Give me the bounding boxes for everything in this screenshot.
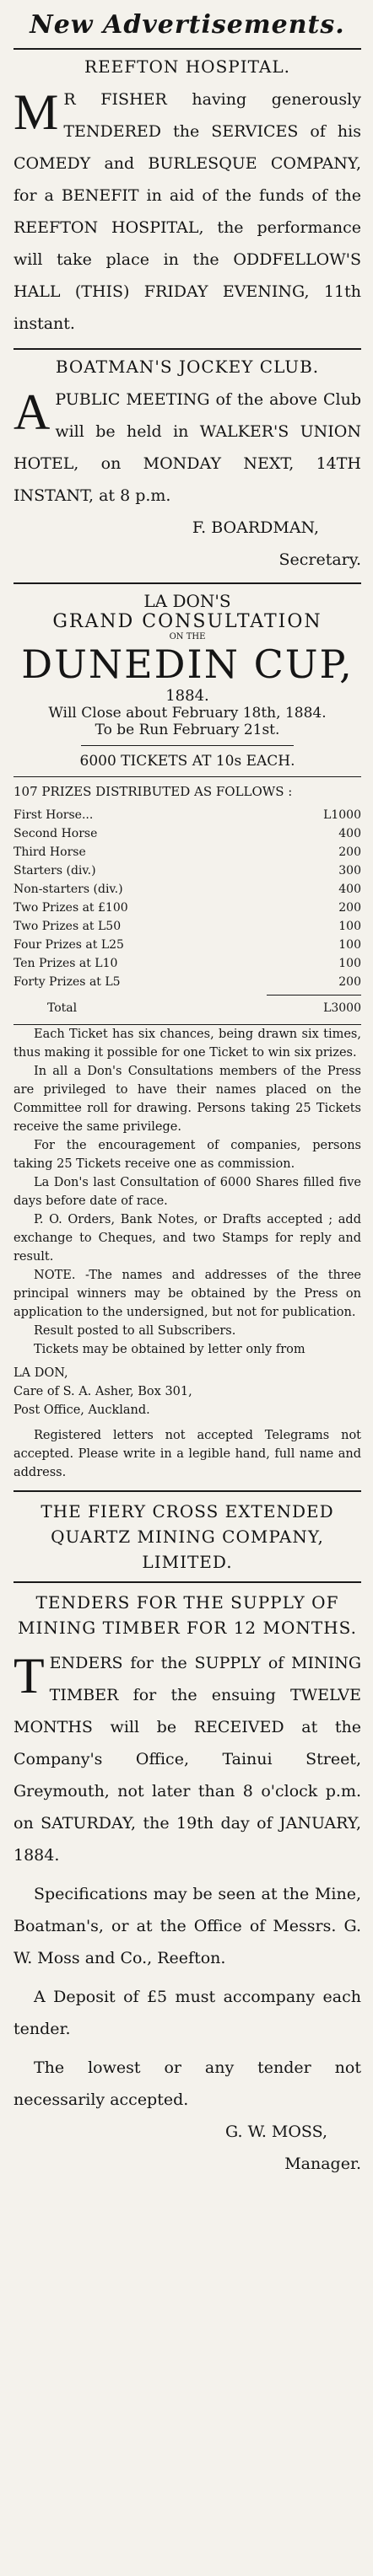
prize-row <box>14 936 361 954</box>
ladon-line1: LA DON'S <box>143 591 231 611</box>
drop-cap: T <box>14 1648 45 1704</box>
prize-label: Second Horse <box>14 827 98 840</box>
hospital-text <box>14 83 361 340</box>
prize-label: Starters (div.) <box>14 864 96 877</box>
prize-row <box>14 806 361 824</box>
prize-label: Four Prizes at L25 <box>14 938 124 952</box>
prize-amount: 100 <box>338 938 361 952</box>
ladon-ad <box>14 584 361 1482</box>
tender-deposit: A Deposit of £5 must accompany each tender. <box>14 1988 361 2038</box>
prize-amount: 200 <box>338 975 361 989</box>
prize-row <box>14 880 361 899</box>
ladon-p6: NOTE. -The names and addresses of the three principal winners may be obtained by the Press on application to the undersigned, but not for publication. <box>14 1269 361 1319</box>
prize-total <box>14 999 361 1017</box>
prize-amount: 200 <box>338 845 361 859</box>
prize-amount: 400 <box>338 827 361 840</box>
tender-heading: TENDERS FOR THE SUPPLY OF MINING TIMBER FOR 12 MONTHS. <box>17 1592 358 1638</box>
prize-label: Non-starters (div.) <box>14 883 123 896</box>
prize-amount: L1000 <box>323 808 361 822</box>
drop-cap: A <box>14 384 51 440</box>
ladon-tickets: 6000 TICKETS AT 10s EACH. <box>79 753 295 770</box>
prize-heading: 107 PRIZES DISTRIBUTED AS FOLLOWS : <box>14 784 293 799</box>
ladon-p5: P. O. Orders, Bank Notes, or Drafts accepted ; add exchange to Cheques, and two Stamps for reply and result. <box>14 1213 361 1264</box>
prize-label: Two Prizes at £100 <box>14 901 128 915</box>
ladon-p1: Each Ticket has six chances, being drawn six times, thus making it possible for one Ticket to win six prizes. <box>14 1028 361 1060</box>
prize-amount: 400 <box>338 883 361 896</box>
ladon-line3: ON THE <box>169 632 206 641</box>
ladon-p9: Registered letters not accepted Telegrams not accepted. Please write in a legible hand, full name and address. <box>14 1429 361 1479</box>
ladon-p7: Result posted to all Subscribers. <box>34 1324 236 1338</box>
prize-row <box>14 954 361 973</box>
prize-row <box>14 973 361 991</box>
divider <box>267 995 361 996</box>
prize-amount: 100 <box>338 920 361 933</box>
ladon-addr1: Care of S. A. Asher, Box 301, <box>14 1385 192 1398</box>
tender-title: Manager. <box>284 2155 361 2173</box>
prize-amount: 100 <box>338 957 361 970</box>
fiery-heading: THE FIERY CROSS EXTENDED QUARTZ MINING COMPANY, LIMITED. <box>41 1501 334 1572</box>
prize-amount: 200 <box>338 901 361 915</box>
jockey-title: Secretary. <box>278 550 361 569</box>
tender-text <box>14 1647 361 1871</box>
ladon-run: To be Run February 21st. <box>95 722 280 738</box>
ladon-sig: LA DON, <box>14 1366 68 1380</box>
hospital-heading: REEFTON HOSPITAL. <box>84 56 290 77</box>
ladon-close: Will Close about February 18th, 1884. <box>48 705 327 722</box>
jockey-text <box>14 384 361 512</box>
ladon-addr2: Post Office, Auckland. <box>14 1403 150 1417</box>
prize-row <box>14 824 361 843</box>
ladon-p3: For the encouragement of companies, persons taking 25 Tickets receive one as commission. <box>14 1139 361 1171</box>
drop-cap: M <box>14 84 59 140</box>
ladon-p4: La Don's last Consultation of 6000 Shares filled five days before date of race. <box>14 1176 361 1208</box>
prize-label: Ten Prizes at L10 <box>14 957 118 970</box>
jockey-heading: BOATMAN'S JOCKEY CLUB. <box>55 357 320 377</box>
jockey-body: PUBLIC MEETING of the above Club will be held in WALKER'S UNION HOTEL, on MONDAY NEXT, 14TH INSTANT, at 8 p.m. <box>14 390 361 505</box>
hospital-body: R FISHER having generously TENDERED the SERVICES of his COMEDY and BURLESQUE COMPANY, for a BENEFIT in aid of the funds of the REEFTON HOSPITAL, the performance will take place in the ODDFELLOW'S HALL (THIS) FRIDAY EVENING, 11th instant. <box>14 90 361 333</box>
masthead: New Advertisements. <box>30 10 345 40</box>
prize-row <box>14 843 361 861</box>
prize-row <box>14 899 361 917</box>
total-amount: L3000 <box>323 1001 361 1015</box>
tender-signature: G. W. MOSS, <box>225 2123 327 2141</box>
ladon-line2: GRAND CONSULTATION <box>52 611 322 632</box>
ladon-p2: In all a Don's Consultations members of the Press are privileged to have their names placed on the Committee roll for drawing. Persons taking 25 Tickets receive the same privilege. <box>14 1065 361 1134</box>
prize-amount: 300 <box>338 864 361 877</box>
prize-table <box>14 777 361 1017</box>
prize-label: Third Horse <box>14 845 86 859</box>
prize-rows <box>14 806 361 991</box>
jockey-signature: F. BOARDMAN, <box>192 518 319 537</box>
prize-label: First Horse... <box>14 808 94 822</box>
prize-row <box>14 861 361 880</box>
ladon-p8: Tickets may be obtained by letter only from <box>34 1343 305 1356</box>
prize-row <box>14 917 361 936</box>
hospital-ad <box>14 50 361 340</box>
divider <box>81 745 294 746</box>
tender-body: ENDERS for the SUPPLY of MINING TIMBER for the ensuing TWELVE MONTHS will be RECEIVED at the Company's Office, Tainui Street, Greymouth, not later than 8 o'clock p.m. on SATURDAY, the 19th day of JANUARY, 1884. <box>14 1654 361 1865</box>
prize-label: Forty Prizes at L5 <box>14 975 121 989</box>
tender-spec: Specifications may be seen at the Mine, Boatman's, or at the Office of Messrs. G. W. Moss and Co., Reefton. <box>14 1885 361 1967</box>
tender-lowest: The lowest or any tender not necessarily accepted. <box>14 2058 361 2109</box>
ladon-line4: DUNEDIN CUP, <box>21 641 354 687</box>
jockey-ad <box>14 350 361 576</box>
total-label: Total <box>47 1001 78 1015</box>
prize-label: Two Prizes at L50 <box>14 920 122 933</box>
ladon-year: 1884. <box>165 687 209 705</box>
fiery-ad <box>14 1492 361 2180</box>
